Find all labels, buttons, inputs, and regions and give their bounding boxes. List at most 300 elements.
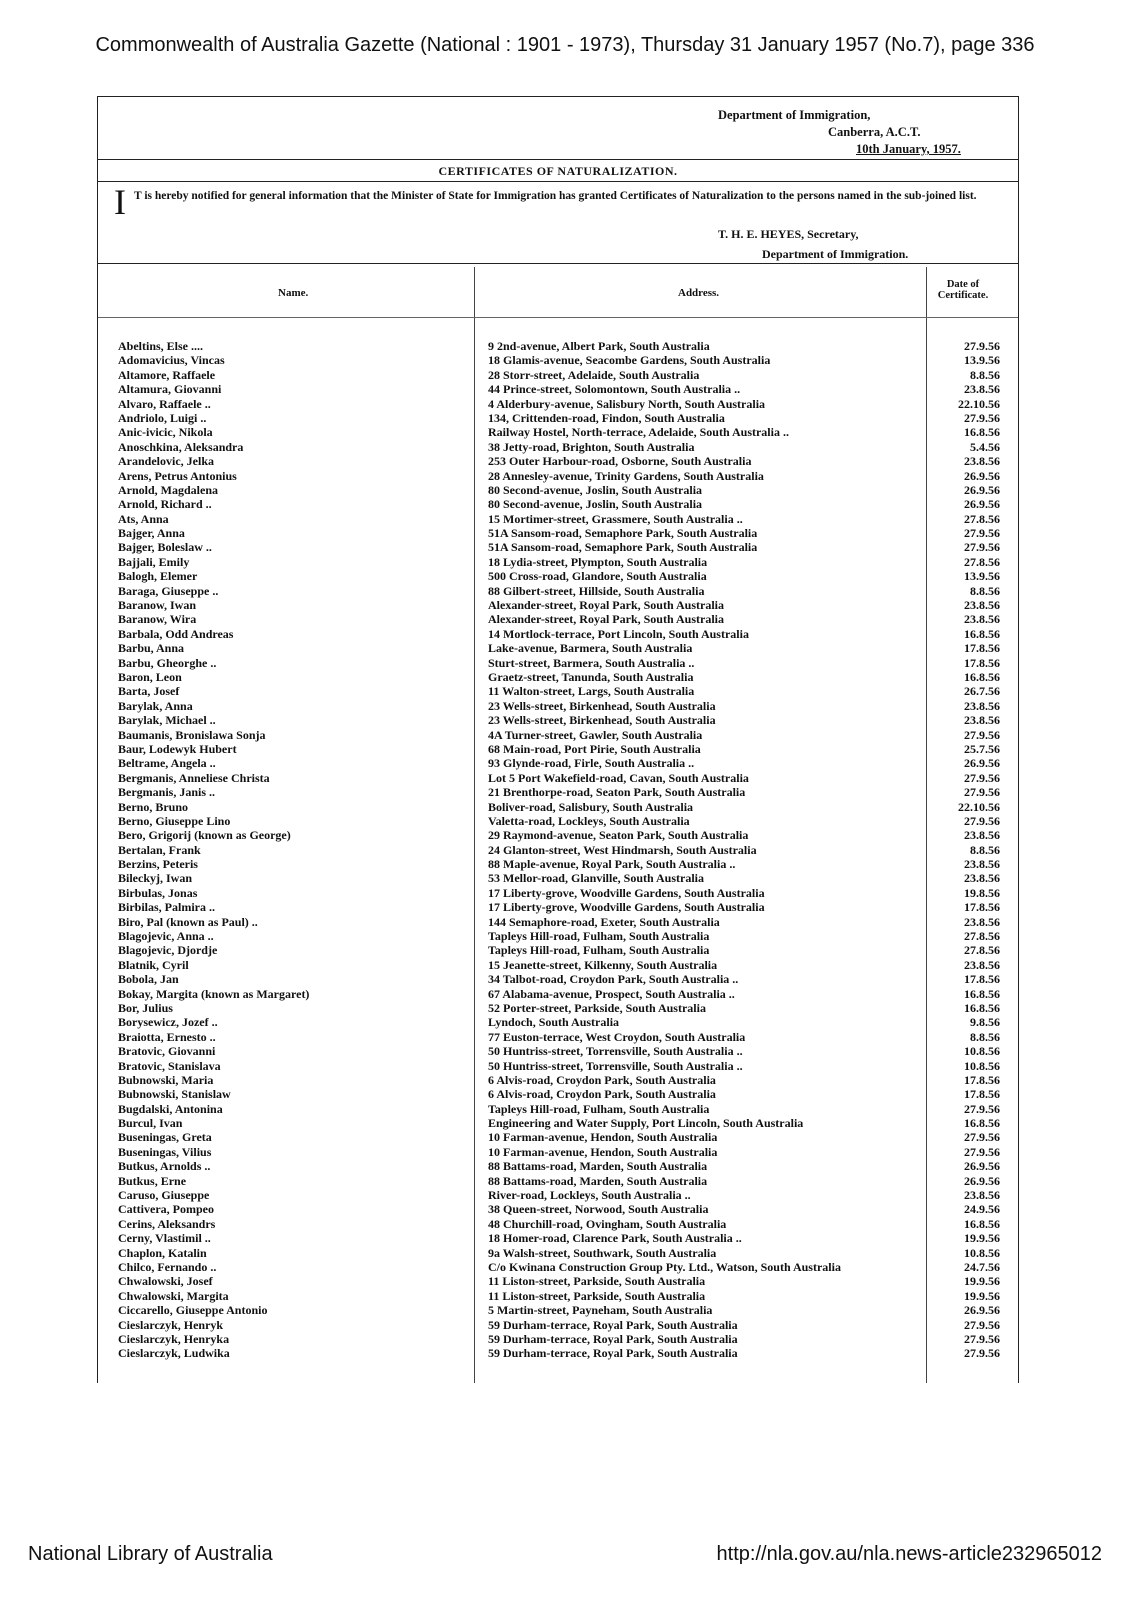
person-address: 253 Outer Harbour-road, Osborne, South Australia bbox=[488, 454, 752, 469]
certificate-date: 8.8.56 bbox=[970, 367, 1000, 382]
person-address: 15 Jeanette-street, Kilkenny, South Australia bbox=[488, 957, 718, 972]
person-address: 500 Cross-road, Glandore, South Australia bbox=[488, 569, 707, 584]
person-address: Engineering and Water Supply, Port Lincoln, South Australia bbox=[488, 1116, 804, 1131]
person-address: 51A Sansom-road, Semaphore Park, South Australia bbox=[488, 540, 758, 555]
certificate-date: 26.9.56 bbox=[964, 1303, 1000, 1318]
table-row bbox=[98, 785, 1018, 799]
certificate-date: 10.8.56 bbox=[964, 1245, 1000, 1260]
person-name: Berzins, Peteris bbox=[118, 857, 198, 872]
footer-url: http://nla.gov.au/nla.news-article232965012 bbox=[716, 1543, 1102, 1565]
signature-block bbox=[718, 224, 908, 264]
table-row bbox=[98, 713, 1018, 727]
table-row bbox=[98, 569, 1018, 583]
table-row bbox=[98, 425, 1018, 439]
divider bbox=[98, 181, 1018, 182]
table-row bbox=[98, 512, 1018, 526]
person-name: Bajger, Anna bbox=[118, 526, 185, 541]
person-name: Ciccarello, Giuseppe Antonio bbox=[118, 1303, 268, 1318]
table-row bbox=[98, 1303, 1018, 1317]
person-name: Blatnik, Cyril bbox=[118, 957, 189, 972]
certificate-date: 26.9.56 bbox=[964, 482, 1000, 497]
person-address: 23 Wells-street, Birkenhead, South Australia bbox=[488, 713, 716, 728]
person-address: 9 2nd-avenue, Albert Park, South Australia bbox=[488, 339, 710, 353]
person-name: Bobola, Jan bbox=[118, 972, 179, 987]
table-row bbox=[98, 1332, 1018, 1346]
person-address: 6 Alvis-road, Croydon Park, South Australia bbox=[488, 1072, 716, 1087]
person-address: 23 Wells-street, Birkenhead, South Australia bbox=[488, 698, 716, 713]
person-name: Bratovic, Stanislava bbox=[118, 1058, 221, 1073]
person-address: 50 Huntriss-street, Torrensville, South Australia .. bbox=[488, 1058, 743, 1073]
person-address: Valetta-road, Lockleys, South Australia bbox=[488, 813, 690, 828]
table-row bbox=[98, 469, 1018, 483]
table-row bbox=[98, 1145, 1018, 1159]
table-row bbox=[98, 1346, 1018, 1360]
table-row bbox=[98, 382, 1018, 396]
person-name: Ats, Anna bbox=[118, 511, 169, 526]
person-name: Baranow, Wira bbox=[118, 612, 197, 627]
certificate-date: 16.8.56 bbox=[964, 986, 1000, 1001]
table-row bbox=[98, 641, 1018, 655]
person-name: Bajjali, Emily bbox=[118, 554, 190, 569]
person-address: 18 Glamis-avenue, Seacombe Gardens, South Australia bbox=[488, 353, 771, 368]
certificate-date: 22.10.56 bbox=[958, 799, 1000, 814]
person-address: 52 Porter-street, Parkside, South Australia bbox=[488, 1000, 706, 1015]
table-row bbox=[98, 915, 1018, 929]
person-name: Baranow, Iwan bbox=[118, 598, 197, 613]
certificate-date: 27.9.56 bbox=[964, 540, 1000, 555]
person-name: Barta, Josef bbox=[118, 684, 180, 699]
person-address: Lyndoch, South Australia bbox=[488, 1015, 620, 1030]
person-name: Bergmanis, Anneliese Christa bbox=[118, 770, 270, 785]
table-row bbox=[98, 670, 1018, 684]
certificate-date: 17.8.56 bbox=[964, 641, 1000, 656]
person-name: Barbala, Odd Andreas bbox=[118, 626, 234, 641]
person-address: 88 Gilbert-street, Hillside, South Australia bbox=[488, 583, 705, 598]
person-address: 77 Euston-terrace, West Croydon, South Australia bbox=[488, 1029, 746, 1044]
certificate-date: 23.8.56 bbox=[964, 698, 1000, 713]
department-address bbox=[718, 107, 961, 158]
table-row bbox=[98, 612, 1018, 626]
certificate-date: 27.8.56 bbox=[964, 554, 1000, 569]
person-address: 59 Durham-terrace, Royal Park, South Australia bbox=[488, 1346, 738, 1361]
person-name: Cieslarczyk, Henryk bbox=[118, 1317, 224, 1332]
table-row bbox=[98, 1059, 1018, 1073]
person-name: Birbilas, Palmira .. bbox=[118, 900, 215, 915]
certificate-date: 5.4.56 bbox=[970, 439, 1000, 454]
table-row bbox=[98, 756, 1018, 770]
person-address: 10 Farman-avenue, Hendon, South Australia bbox=[488, 1144, 718, 1159]
person-name: Cerny, Vlastimil .. bbox=[118, 1231, 211, 1246]
person-name: Buseningas, Vilius bbox=[118, 1144, 212, 1159]
certificate-date: 26.9.56 bbox=[964, 497, 1000, 512]
certificate-date: 8.8.56 bbox=[970, 842, 1000, 857]
table-row bbox=[98, 943, 1018, 957]
person-name: Arnold, Magdalena bbox=[118, 482, 219, 497]
table-row bbox=[98, 454, 1018, 468]
person-name: Bileckyj, Iwan bbox=[118, 871, 193, 886]
signatory-dept: Department of Immigration. bbox=[762, 247, 909, 261]
person-name: Altamore, Raffaele bbox=[118, 367, 216, 382]
table-row bbox=[98, 411, 1018, 425]
certificate-date: 9.8.56 bbox=[970, 1015, 1000, 1030]
person-address: 38 Queen-street, Norwood, South Australia bbox=[488, 1202, 709, 1217]
certificate-date: 23.8.56 bbox=[964, 914, 1000, 929]
person-address: Lake-avenue, Barmera, South Australia bbox=[488, 641, 693, 656]
table-row bbox=[98, 843, 1018, 857]
person-name: Biro, Pal (known as Paul) .. bbox=[118, 914, 258, 929]
table-row bbox=[98, 540, 1018, 554]
person-name: Anic-ivicic, Nikola bbox=[118, 425, 213, 440]
table-row bbox=[98, 1188, 1018, 1202]
person-name: Berno, Giuseppe Lino bbox=[118, 813, 231, 828]
person-name: Chilco, Fernando .. bbox=[118, 1260, 217, 1274]
header-rule bbox=[98, 317, 1018, 318]
person-address: Graetz-street, Tanunda, South Australia bbox=[488, 669, 694, 684]
table-row bbox=[98, 1130, 1018, 1144]
person-address: 17 Liberty-grove, Woodville Gardens, South Australia bbox=[488, 885, 765, 900]
certificate-date: 19.9.56 bbox=[964, 1274, 1000, 1289]
person-name: Baur, Lodewyk Hubert bbox=[118, 741, 237, 756]
table-row bbox=[98, 1030, 1018, 1044]
table-row bbox=[98, 397, 1018, 411]
certificate-date: 16.8.56 bbox=[964, 1116, 1000, 1131]
person-address: 11 Walton-street, Largs, South Australia bbox=[488, 684, 695, 699]
gazette-scan bbox=[97, 96, 1019, 1383]
person-address: Tapleys Hill-road, Fulham, South Australia bbox=[488, 929, 710, 944]
person-address: 34 Talbot-road, Croydon Park, South Australia .. bbox=[488, 972, 739, 987]
person-name: Butkus, Arnolds .. bbox=[118, 1159, 211, 1174]
certificate-date: 27.9.56 bbox=[964, 785, 1000, 800]
table-row bbox=[98, 656, 1018, 670]
person-address: 6 Alvis-road, Croydon Park, South Australia bbox=[488, 1087, 716, 1102]
person-name: Baron, Leon bbox=[118, 669, 182, 684]
person-address: 80 Second-avenue, Joslin, South Australia bbox=[488, 497, 703, 512]
certificate-date: 27.8.56 bbox=[964, 511, 1000, 526]
certificate-date: 27.9.56 bbox=[964, 339, 1000, 353]
person-name: Borysewicz, Jozef .. bbox=[118, 1015, 218, 1030]
person-address: 144 Semaphore-road, Exeter, South Australia bbox=[488, 914, 720, 929]
table-row bbox=[98, 1174, 1018, 1188]
table-row bbox=[98, 857, 1018, 871]
certificate-date: 16.8.56 bbox=[964, 626, 1000, 641]
certificate-date: 22.10.56 bbox=[958, 396, 1000, 411]
table-row bbox=[98, 1073, 1018, 1087]
person-name: Baraga, Giuseppe .. bbox=[118, 583, 219, 598]
person-address: Alexander-street, Royal Park, South Australia bbox=[488, 612, 724, 627]
person-name: Cieslarczyk, Henryka bbox=[118, 1331, 230, 1346]
person-address: 14 Mortlock-terrace, Port Lincoln, South Australia bbox=[488, 626, 749, 641]
certificate-date: 24.7.56 bbox=[964, 1260, 1000, 1274]
person-address: 88 Maple-avenue, Royal Park, South Australia .. bbox=[488, 857, 736, 872]
person-name: Bergmanis, Janis .. bbox=[118, 785, 216, 800]
certificate-date: 27.8.56 bbox=[964, 929, 1000, 944]
certificate-date: 26.9.56 bbox=[964, 1173, 1000, 1188]
table-row bbox=[98, 1246, 1018, 1260]
person-name: Bugdalski, Antonina bbox=[118, 1101, 223, 1116]
person-name: Bratovic, Giovanni bbox=[118, 1044, 216, 1059]
column-header-date: Date of Certificate. bbox=[937, 279, 989, 301]
person-name: Anoschkina, Aleksandra bbox=[118, 439, 244, 454]
table-row bbox=[98, 526, 1018, 540]
signatory: T. H. E. HEYES, Secretary, bbox=[718, 227, 859, 241]
table-row bbox=[98, 929, 1018, 943]
table-row bbox=[98, 555, 1018, 569]
certificate-date: 23.8.56 bbox=[964, 1188, 1000, 1203]
person-address: 53 Mellor-road, Glanville, South Australia bbox=[488, 871, 705, 886]
person-name: Beltrame, Angela .. bbox=[118, 756, 216, 771]
certificate-date: 16.8.56 bbox=[964, 669, 1000, 684]
certificate-date: 25.7.56 bbox=[964, 741, 1000, 756]
certificate-date: 17.8.56 bbox=[964, 900, 1000, 915]
person-address: 67 Alabama-avenue, Prospect, South Australia .. bbox=[488, 986, 735, 1001]
person-address: 11 Liston-street, Parkside, South Australia bbox=[488, 1288, 706, 1303]
table-row bbox=[98, 771, 1018, 785]
person-name: Bubnowski, Maria bbox=[118, 1072, 214, 1087]
divider bbox=[98, 263, 1018, 264]
person-name: Chaplon, Katalin bbox=[118, 1245, 207, 1260]
certificate-date: 23.8.56 bbox=[964, 828, 1000, 843]
person-address: 48 Churchill-road, Ovingham, South Australia bbox=[488, 1216, 727, 1231]
person-address: 9a Walsh-street, Southwark, South Australia bbox=[488, 1245, 717, 1260]
table-row bbox=[98, 987, 1018, 1001]
certificate-date: 13.9.56 bbox=[964, 353, 1000, 368]
certificate-date: 23.8.56 bbox=[964, 713, 1000, 728]
certificate-date: 17.8.56 bbox=[964, 1087, 1000, 1102]
person-name: Bor, Julius bbox=[118, 1000, 173, 1015]
person-address: 68 Main-road, Port Pirie, South Australia bbox=[488, 741, 701, 756]
person-address: Sturt-street, Barmera, South Australia .. bbox=[488, 655, 695, 670]
person-address: Railway Hostel, North-terrace, Adelaide, South Australia .. bbox=[488, 425, 789, 440]
table-row bbox=[98, 368, 1018, 382]
certificate-date: 19.8.56 bbox=[964, 885, 1000, 900]
table-row bbox=[98, 900, 1018, 914]
certificate-date: 27.9.56 bbox=[964, 1317, 1000, 1332]
person-address: 38 Jetty-road, Brighton, South Australia bbox=[488, 439, 695, 454]
person-address: 51A Sansom-road, Semaphore Park, South Australia bbox=[488, 526, 758, 541]
table-row bbox=[98, 699, 1018, 713]
person-name: Balogh, Elemer bbox=[118, 569, 198, 584]
table-row bbox=[98, 1231, 1018, 1245]
person-address: Boliver-road, Salisbury, South Australia bbox=[488, 799, 694, 814]
table-row bbox=[98, 1087, 1018, 1101]
table-row bbox=[98, 598, 1018, 612]
drop-cap: I bbox=[114, 182, 126, 222]
person-address: 15 Mortimer-street, Grassmere, South Australia .. bbox=[488, 511, 743, 526]
person-address: 44 Prince-street, Solomontown, South Australia .. bbox=[488, 382, 741, 397]
certificate-date: 27.9.56 bbox=[964, 1101, 1000, 1116]
table-row bbox=[98, 483, 1018, 497]
table-row bbox=[98, 1001, 1018, 1015]
certificate-date: 16.8.56 bbox=[964, 425, 1000, 440]
table-row bbox=[98, 1044, 1018, 1058]
column-header-address: Address. bbox=[678, 287, 720, 299]
table-row bbox=[98, 828, 1018, 842]
person-address: 17 Liberty-grove, Woodville Gardens, South Australia bbox=[488, 900, 765, 915]
person-address: 21 Brenthorpe-road, Seaton Park, South Australia bbox=[488, 785, 746, 800]
certificates-table bbox=[98, 339, 1018, 1361]
person-address: 18 Homer-road, Clarence Park, South Australia .. bbox=[488, 1231, 742, 1246]
table-row bbox=[98, 1116, 1018, 1130]
certificate-date: 10.8.56 bbox=[964, 1058, 1000, 1073]
person-address: 88 Battams-road, Marden, South Australia bbox=[488, 1159, 708, 1174]
person-address: Alexander-street, Royal Park, South Australia bbox=[488, 598, 724, 613]
certificate-date: 27.9.56 bbox=[964, 1331, 1000, 1346]
person-name: Adomavicius, Vincas bbox=[118, 353, 225, 368]
person-address: 50 Huntriss-street, Torrensville, South Australia .. bbox=[488, 1044, 743, 1059]
table-row bbox=[98, 1102, 1018, 1116]
person-name: Burcul, Ivan bbox=[118, 1116, 183, 1131]
person-name: Bokay, Margita (known as Margaret) bbox=[118, 986, 310, 1001]
person-name: Arnold, Richard .. bbox=[118, 497, 212, 512]
person-address: 59 Durham-terrace, Royal Park, South Australia bbox=[488, 1317, 738, 1332]
table-row bbox=[98, 958, 1018, 972]
person-address: 29 Raymond-avenue, Seaton Park, South Australia bbox=[488, 828, 749, 843]
dept-line-2: Canberra, A.C.T. bbox=[828, 125, 921, 139]
person-address: Lot 5 Port Wakefield-road, Cavan, South Australia bbox=[488, 770, 749, 785]
table-row bbox=[98, 728, 1018, 742]
table-row bbox=[98, 1202, 1018, 1216]
person-name: Alvaro, Raffaele .. bbox=[118, 396, 211, 411]
person-name: Berno, Bruno bbox=[118, 799, 189, 814]
certificate-date: 27.9.56 bbox=[964, 410, 1000, 425]
person-address: 80 Second-avenue, Joslin, South Australia bbox=[488, 482, 703, 497]
certificate-date: 23.8.56 bbox=[964, 382, 1000, 397]
person-name: Chwalowski, Josef bbox=[118, 1274, 213, 1289]
person-name: Bertalan, Frank bbox=[118, 842, 201, 857]
certificate-date: 23.8.56 bbox=[964, 857, 1000, 872]
person-address: 134, Crittenden-road, Findon, South Australia bbox=[488, 410, 725, 425]
certificate-date: 13.9.56 bbox=[964, 569, 1000, 584]
person-name: Barbu, Anna bbox=[118, 641, 185, 656]
person-name: Andriolo, Luigi .. bbox=[118, 410, 207, 425]
certificate-date: 23.8.56 bbox=[964, 612, 1000, 627]
certificate-date: 27.9.56 bbox=[964, 813, 1000, 828]
person-name: Altamura, Giovanni bbox=[118, 382, 222, 397]
person-name: Blagojevic, Djordje bbox=[118, 943, 218, 958]
divider bbox=[98, 159, 1018, 160]
certificate-date: 16.8.56 bbox=[964, 1216, 1000, 1231]
table-row bbox=[98, 1260, 1018, 1274]
certificate-date: 17.8.56 bbox=[964, 972, 1000, 987]
notice-body: T is hereby notified for general information that the Minister of State for Immigration has granted Certificates of Naturalization to the persons named in the sub-joined list. bbox=[134, 190, 977, 202]
table-row bbox=[98, 353, 1018, 367]
person-address: Tapleys Hill-road, Fulham, South Australia bbox=[488, 943, 710, 958]
notice-heading: CERTIFICATES OF NATURALIZATION. bbox=[438, 164, 678, 178]
certificate-date: 23.8.56 bbox=[964, 598, 1000, 613]
person-address: River-road, Lockleys, South Australia .. bbox=[488, 1188, 691, 1203]
certificate-date: 27.8.56 bbox=[964, 943, 1000, 958]
person-address: 59 Durham-terrace, Royal Park, South Australia bbox=[488, 1331, 738, 1346]
column-header-name: Name. bbox=[278, 287, 309, 299]
table-row bbox=[98, 800, 1018, 814]
person-name: Buseningas, Greta bbox=[118, 1130, 212, 1145]
person-address: 5 Martin-street, Payneham, South Australia bbox=[488, 1303, 713, 1318]
certificate-date: 16.8.56 bbox=[964, 1000, 1000, 1015]
table-row bbox=[98, 497, 1018, 511]
person-name: Baumanis, Bronislawa Sonja bbox=[118, 727, 266, 742]
table-row bbox=[98, 814, 1018, 828]
table-row bbox=[98, 1274, 1018, 1288]
dept-line-3: 10th January, 1957. bbox=[856, 142, 961, 156]
person-address: 28 Annesley-avenue, Trinity Gardens, South Australia bbox=[488, 468, 764, 483]
table-row bbox=[98, 972, 1018, 986]
person-name: Bero, Grigorij (known as George) bbox=[118, 828, 291, 843]
certificate-date: 23.8.56 bbox=[964, 871, 1000, 886]
certificate-date: 27.9.56 bbox=[964, 1144, 1000, 1159]
person-name: Blagojevic, Anna .. bbox=[118, 929, 214, 944]
table-row bbox=[98, 742, 1018, 756]
certificate-date: 10.8.56 bbox=[964, 1044, 1000, 1059]
table-row bbox=[98, 1318, 1018, 1332]
person-address: 18 Lydia-street, Plympton, South Australia bbox=[488, 554, 708, 569]
person-name: Butkus, Erne bbox=[118, 1173, 187, 1188]
table-row bbox=[98, 1015, 1018, 1029]
table-row bbox=[98, 1217, 1018, 1231]
table-row bbox=[98, 627, 1018, 641]
certificate-date: 19.9.56 bbox=[964, 1288, 1000, 1303]
table-row bbox=[98, 886, 1018, 900]
certificate-date: 17.8.56 bbox=[964, 1072, 1000, 1087]
person-name: Abeltins, Else .... bbox=[118, 339, 204, 353]
person-name: Bubnowski, Stanislaw bbox=[118, 1087, 231, 1102]
certificate-date: 27.9.56 bbox=[964, 526, 1000, 541]
person-address: 88 Battams-road, Marden, South Australia bbox=[488, 1173, 708, 1188]
table-row bbox=[98, 1289, 1018, 1303]
certificate-date: 23.8.56 bbox=[964, 454, 1000, 469]
table-row bbox=[98, 684, 1018, 698]
certificate-date: 27.9.56 bbox=[964, 1346, 1000, 1361]
page-title: Commonwealth of Australia Gazette (National : 1901 - 1973), Thursday 31 January 1957 (No.7), page 336 bbox=[95, 34, 1035, 56]
person-address: C/o Kwinana Construction Group Pty. Ltd., Watson, South Australia bbox=[488, 1260, 841, 1274]
person-name: Arandelovic, Jelka bbox=[118, 454, 214, 469]
person-name: Barylak, Anna bbox=[118, 698, 193, 713]
certificate-date: 27.9.56 bbox=[964, 727, 1000, 742]
person-address: 4A Turner-street, Gawler, South Australia bbox=[488, 727, 703, 742]
person-address: 11 Liston-street, Parkside, South Australia bbox=[488, 1274, 706, 1289]
person-name: Cattivera, Pompeo bbox=[118, 1202, 214, 1217]
table-row bbox=[98, 584, 1018, 598]
certificate-date: 26.7.56 bbox=[964, 684, 1000, 699]
person-address: Tapleys Hill-road, Fulham, South Australia bbox=[488, 1101, 710, 1116]
table-row bbox=[98, 339, 1018, 353]
footer-source: National Library of Australia bbox=[28, 1543, 273, 1565]
person-name: Barbu, Gheorghe .. bbox=[118, 655, 217, 670]
dept-line-1: Department of Immigration, bbox=[718, 108, 871, 122]
person-address: 4 Alderbury-avenue, Salisbury North, South Australia bbox=[488, 396, 766, 411]
person-address: 28 Storr-street, Adelaide, South Australia bbox=[488, 367, 700, 382]
certificate-date: 27.9.56 bbox=[964, 770, 1000, 785]
person-name: Arens, Petrus Antonius bbox=[118, 468, 237, 483]
person-name: Caruso, Giuseppe bbox=[118, 1188, 210, 1203]
certificate-date: 26.9.56 bbox=[964, 756, 1000, 771]
person-name: Braiotta, Ernesto .. bbox=[118, 1029, 216, 1044]
person-name: Birbulas, Jonas bbox=[118, 885, 198, 900]
person-name: Barylak, Michael .. bbox=[118, 713, 216, 728]
table-row bbox=[98, 440, 1018, 454]
certificate-date: 19.9.56 bbox=[964, 1231, 1000, 1246]
table-row bbox=[98, 1159, 1018, 1173]
certificate-date: 27.9.56 bbox=[964, 1130, 1000, 1145]
person-address: 24 Glanton-street, West Hindmarsh, South Australia bbox=[488, 842, 757, 857]
person-name: Cerins, Aleksandrs bbox=[118, 1216, 216, 1231]
certificate-date: 26.9.56 bbox=[964, 1159, 1000, 1174]
table-row bbox=[98, 871, 1018, 885]
person-name: Chwalowski, Margita bbox=[118, 1288, 229, 1303]
person-name: Cieslarczyk, Ludwika bbox=[118, 1346, 230, 1361]
certificate-date: 17.8.56 bbox=[964, 655, 1000, 670]
person-address: 10 Farman-avenue, Hendon, South Australia bbox=[488, 1130, 718, 1145]
certificate-date: 8.8.56 bbox=[970, 583, 1000, 598]
